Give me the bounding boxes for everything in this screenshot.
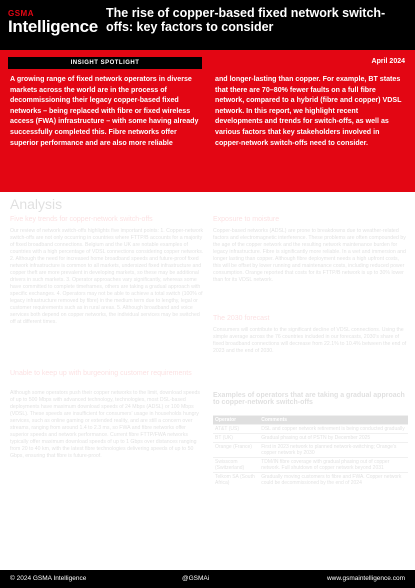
page-title: The rise of copper-based fixed network switch-offs: key factors to consider	[106, 6, 386, 34]
table-cell: Orange (France)	[213, 443, 259, 458]
subheading-trends: Five key trends for copper-network switch-offs	[10, 216, 153, 223]
table-row	[213, 458, 408, 473]
moisture-text: Copper-based networks (ADSL) are prone to breakdowns due to weather-related factors and electromagnetic interference. These problems are often compounded by the age of the copper network and the resulting network maintenance burden for legacy infrastructure. Fibre is significantly more reliable. In a wet and immersion and longer lasting than copper. Although fibre deployment needs a high upfront costs, this will be offset by lower running and maintenance costs, including reduced power consumption. Orange reported that costs for its FTTP/B network is up to 30% lower than for its VDSL network.	[213, 228, 406, 283]
table-cell: First in 2023 network to planned network-switching; Orange's copper network by 2030	[259, 443, 408, 458]
table-row	[213, 434, 408, 443]
publish-date: April 2024	[371, 58, 405, 65]
table-row	[213, 425, 408, 434]
trends-text: Our review of network switch-offs highlights five important points: 1. Copper-network switch-offs are not only occurring in countries where FTTP/B accounts for a majority of fixed broadband connections. Belgium and the UK are notable examples of countries with a high percentage of VDSL connections considering copper networks. 2. Although the need for increased home broadband speeds and future-proof fixed network infrastructure is common to all markets, undersized fixed infrastructure and copper theft are more prevalent in developing markets, so these may be additional drivers in such markets. 3. Operator approaches vary significantly, whereas some have committed to complete timeframes, others are taking a gradual approach with specific exchanges. 4. Operators may not be able to achieve a total switch (100% of legacy infrastructure removed by fibre) in the medium term due to lengthy, legal or customer requirements such as in rural areas. 5. Although broadband and voice services both depend on copper networks, the individual services may be switched off at different times.	[10, 228, 204, 325]
table-cell: Gradual phasing out of PSTN by December 2025	[259, 434, 408, 443]
social-handle[interactable]: @GSMAi	[182, 575, 210, 582]
table-header-row	[213, 416, 408, 425]
copyright-text: © 2024 GSMA Intelligence	[10, 575, 87, 582]
analysis-heading: Analysis	[10, 196, 63, 212]
footer-bar	[0, 570, 415, 588]
table-row	[213, 443, 408, 458]
subheading-forecast: The 2030 forecast	[213, 315, 270, 322]
website-link[interactable]: www.gsmaintelligence.com	[326, 575, 405, 582]
header-bar	[0, 0, 415, 50]
intro-text-right: and longer-lasting than copper. For example, BT states that there are 70–80% fewer faults on a full fibre network, compared to a hybrid (fibre and copper) VDSL network. In this report, we highlight recent developments and trends for switch-offs, as well as various factors that key stakeholders involved in copper-network switch-offs need to consider.	[215, 75, 402, 147]
table-cell: Telkom SA (South Africa)	[213, 473, 259, 488]
logo-intelligence: Intelligence	[8, 17, 98, 36]
subheading-requirements: Unable to keep up with burgeoning customer requirements	[10, 370, 192, 377]
table-header-cell: Comments	[259, 416, 408, 425]
table-cell: Swisscom (Switzerland)	[213, 458, 259, 473]
table-cell: Gradually moving customers to fibre and FWA. Copper network could be decommissioned by the end of 2024	[259, 473, 408, 488]
table-cell: AT&T (US)	[213, 425, 259, 434]
table-caption: Examples of operators that are taking a gradual approach to copper-network switch-offs	[213, 392, 405, 406]
requirements-text: Although some operators push their copper networks to the limit, download speeds of up to 500 Mbps with advanced technology, technologies, most DSL-based deployments have maximum download speeds of 24 Mbps (ADSL) or 100 Mbps (VDSL). These speeds are insufficient for consumers' usage in households hungry services, such as online gaming or extended reality, and are still a concern over streams, ranging from around 1.4 to 2.3 ms, so FWA and fibre networks offer superior speeds and network performance. Current fibre FTTP/FWA networks typically offer maximum download speeds of up to 1 Gbps over distances ranging from 20 to 40 km, with the latest fibre technologies delivering speeds of up to 50 Gbps, ensuring that fibre is future-proof.	[10, 390, 201, 459]
insight-spotlight-tag: INSIGHT SPOTLIGHT	[8, 57, 202, 69]
intro-text-left: A growing range of fixed network operators in diverse markets across the world are in the process of decommissioning their legacy copper-based fixed networks – being replaced with fibre or fixed wireless access (FWA) infrastructure – with some having already successfully completed this. Fibre networks offer superior performance and are also more reliable	[10, 75, 199, 147]
forecast-text: Consumers will contribute to the significant decline of VDSL connections. Using the simple average across the 76 countries included in our forecasts, 2030's share of fixed broadband connections will decrease from 22.1% to 10.4% between the end of 2023 and the end of 2030.	[213, 327, 407, 354]
table-header-cell: Operator	[213, 416, 259, 425]
operators-table	[213, 415, 408, 487]
table-cell: TDM/IN fibre coverage with gradual phasing out of copper network. Full shutdown of copper network beyond 2031	[259, 458, 408, 473]
table-cell: BT (UK)	[213, 434, 259, 443]
subheading-moisture: Exposure to moisture	[213, 216, 280, 223]
table-row	[213, 473, 408, 488]
logo-gsma: GSMA	[8, 9, 34, 18]
table-cell: DSL and copper network retirement is being conducted gradually	[259, 425, 408, 434]
